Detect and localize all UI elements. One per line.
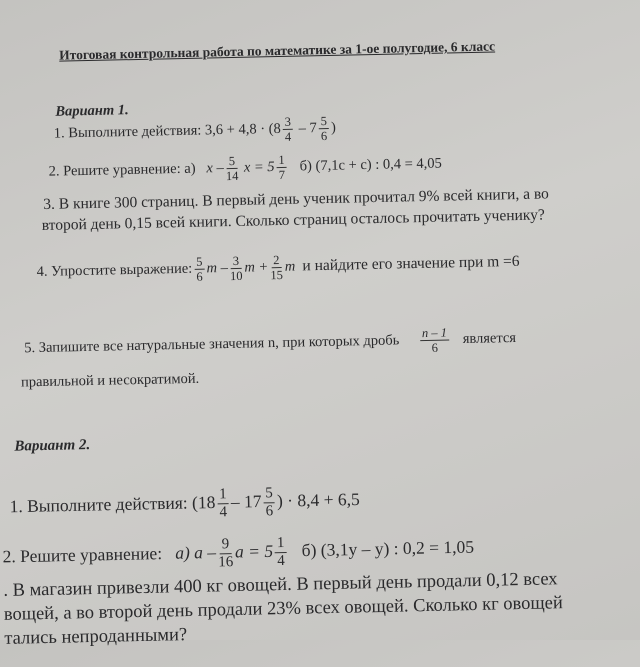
denominator: 4 [284, 129, 292, 144]
v2-task-3-line-3: тались непроданными? [4, 625, 188, 649]
denominator: 6 [265, 503, 274, 520]
numerator: 3 [231, 254, 242, 269]
variant-1-heading: Вариант 1. [55, 102, 129, 120]
expr: и найдите его значение при m =6 [302, 252, 520, 275]
variant-2-heading: Вариант 2. [14, 437, 91, 455]
v2-task-2 [2, 531, 474, 576]
expr: ) [330, 119, 337, 136]
expr: x = 5 [243, 158, 275, 176]
numerator: 1 [275, 535, 287, 553]
v1-task-3-line-1: 3. В книге 300 страниц. В первый день ученик прочитал 9% всей книги, а во [43, 185, 550, 213]
v1-task-3-line-2: второй день 0,15 всей книги. Сколько страниц осталось прочитать ученику? [41, 206, 545, 235]
denominator: 15 [270, 267, 284, 283]
numerator: 5 [227, 154, 238, 169]
numerator: n – 1 [420, 326, 449, 342]
task-label: 1. Выполните действия: [53, 122, 202, 142]
numerator: 3 [283, 115, 294, 130]
denominator: 7 [278, 167, 286, 183]
expr: m – [206, 259, 229, 277]
expr: а) a – [174, 541, 217, 563]
fraction [275, 535, 287, 570]
v1-task-5 [24, 324, 516, 363]
fraction [318, 114, 329, 143]
task-label: 2. Решите уравнение: [2, 543, 163, 567]
numerator: 2 [271, 253, 282, 268]
denominator: 16 [218, 554, 234, 571]
fraction [194, 255, 205, 284]
fraction [218, 536, 234, 571]
expr: ) · 8,4 + 6,5 [276, 488, 360, 511]
denominator: 4 [219, 504, 228, 521]
task-label: 4. Упростите выражение: [36, 260, 193, 280]
denominator: 6 [320, 129, 328, 144]
fraction [270, 253, 283, 282]
numerator: 5 [263, 485, 275, 503]
expr: б) (7,1c + c) : 0,4 = 4,05 [299, 155, 442, 175]
expr: (18 [191, 491, 216, 513]
expr: – 7 [298, 120, 317, 137]
v1-task-4 [36, 248, 519, 287]
expr: является [462, 329, 517, 348]
fraction [217, 486, 229, 521]
numerator: 9 [219, 536, 231, 554]
expr: б) (3,1y – y) : 0,2 = 1,05 [301, 536, 475, 561]
expr: x – [206, 160, 224, 177]
fraction [263, 485, 275, 520]
task-label: 5. Запишите все натуральные значения n, при которых дробь [24, 332, 400, 357]
fraction [225, 154, 238, 183]
numerator: 5 [318, 114, 329, 129]
expr: 3,6 + 4,8 · (8 [204, 120, 281, 139]
fraction [283, 115, 294, 144]
denominator: 10 [229, 268, 243, 284]
fraction [420, 326, 450, 356]
fraction [230, 254, 243, 283]
v2-task-3-line-1: . В магазин привезли 400 кг овощей. В первый день продали 0,12 всех [3, 569, 558, 601]
v1-task-1 [54, 114, 337, 149]
expr: a = 5 [234, 540, 274, 562]
v2-task-3-line-2: вощей, а во второй день продали 23% всех овощей. Сколько кг овощей [3, 593, 563, 625]
fraction [276, 153, 287, 182]
numerator: 5 [194, 255, 205, 270]
numerator: 1 [276, 153, 287, 168]
denominator: 6 [196, 269, 203, 284]
denominator: 14 [225, 168, 239, 184]
expr: m + [244, 259, 269, 276]
task-label: 1. Выполните действия: [9, 492, 188, 517]
v2-task-1 [9, 483, 360, 525]
numerator: 1 [217, 486, 229, 504]
v1-task-5-line-2: правильной и несократимой. [20, 370, 200, 391]
expr: – 17 [230, 490, 262, 512]
page-title: Итоговая контрольная работа по математике за 1-ое полугодие, 6 класс [59, 38, 496, 63]
v1-task-2 [48, 150, 442, 187]
denominator: 6 [431, 340, 439, 355]
denominator: 4 [277, 552, 285, 570]
expr: m [284, 258, 296, 275]
task-label: 2. Решите уравнение: а) [48, 160, 196, 180]
